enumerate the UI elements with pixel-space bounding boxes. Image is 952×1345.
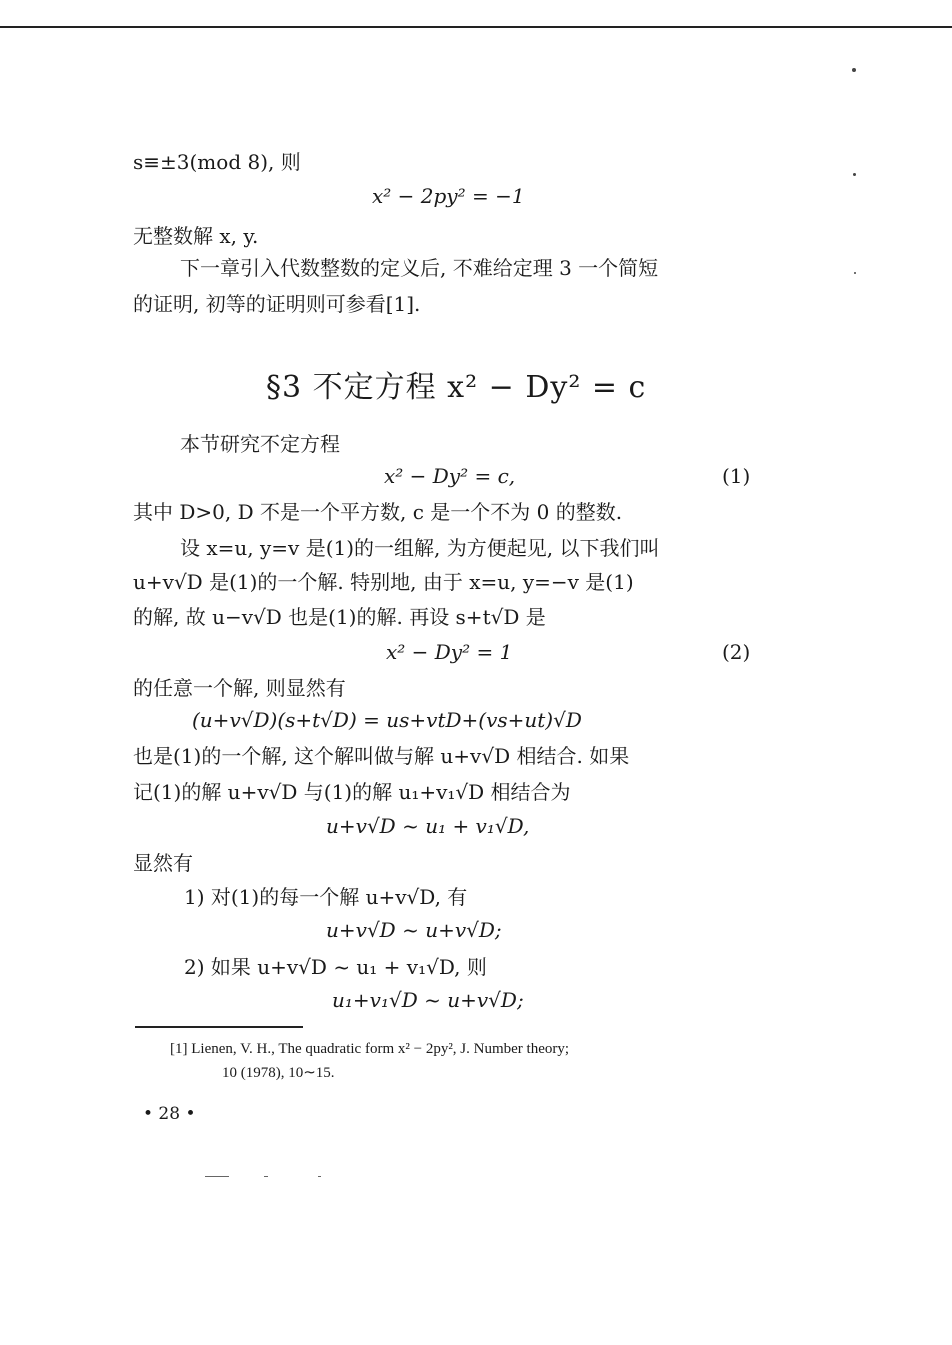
list-item: 1) 对(1)的每一个解 u+v√D, 有 — [184, 885, 468, 909]
scan-speck — [853, 173, 856, 176]
equation: u+v√D ~ u+v√D; — [326, 918, 502, 942]
scan-mark — [205, 1176, 229, 1177]
text-line: 无整数解 x, y. — [133, 224, 259, 248]
footnote-line: [1] Lienen, V. H., The quadratic form x² − 2py², J. Number theory; — [170, 1041, 570, 1057]
paragraph-line: 下一章引入代数整数的定义后, 不难给定理 3 一个简短 — [180, 256, 659, 280]
equation-2: x² − Dy² = 1 — [386, 640, 513, 664]
paragraph-line: 的解, 故 u−v√D 也是(1)的解. 再设 s+t√D 是 — [133, 605, 546, 629]
paragraph-line: 设 x=u, y=v 是(1)的一组解, 为方便起见, 以下我们叫 — [180, 536, 660, 560]
paragraph-line: 的证明, 初等的证明则可参看[1]. — [133, 292, 421, 316]
text-line: s≡±3(mod 8), 则 — [133, 150, 301, 174]
equation: u₁+v₁√D ~ u+v√D; — [332, 988, 524, 1012]
page-number: • 28 • — [143, 1104, 196, 1124]
equation-number: (2) — [722, 640, 751, 664]
top-rule — [0, 26, 952, 28]
scan-mark — [318, 1176, 321, 1177]
paragraph-line: 显然有 — [133, 851, 193, 875]
paragraph-line: 的任意一个解, 则显然有 — [133, 676, 346, 700]
footnote-line: 10 (1978), 10∼15. — [222, 1065, 335, 1081]
section-title: §3 不定方程 x² − Dy² = c — [266, 370, 647, 405]
equation-number: (1) — [722, 464, 751, 488]
scan-speck — [852, 68, 856, 72]
scan-speck — [854, 272, 856, 274]
scan-mark — [264, 1176, 268, 1177]
equation: x² − 2py² = −1 — [372, 184, 525, 208]
paragraph-line: 其中 D>0, D 不是一个平方数, c 是一个不为 0 的整数. — [133, 500, 623, 524]
equation: (u+v√D)(s+t√D) = us+vtD+(vs+ut)√D — [192, 708, 582, 732]
equation-1: x² − Dy² = c, — [384, 464, 516, 488]
paragraph-line: u+v√D 是(1)的一个解. 特别地, 由于 x=u, y=−v 是(1) — [133, 570, 634, 594]
paragraph-line: 也是(1)的一个解, 这个解叫做与解 u+v√D 相结合. 如果 — [133, 744, 630, 768]
paragraph-line: 记(1)的解 u+v√D 与(1)的解 u₁+v₁√D 相结合为 — [133, 780, 571, 804]
equation: u+v√D ~ u₁ + v₁√D, — [326, 814, 530, 838]
footnote-rule — [135, 1026, 303, 1028]
list-item: 2) 如果 u+v√D ~ u₁ + v₁√D, 则 — [184, 955, 487, 979]
paragraph-line: 本节研究不定方程 — [180, 432, 340, 456]
